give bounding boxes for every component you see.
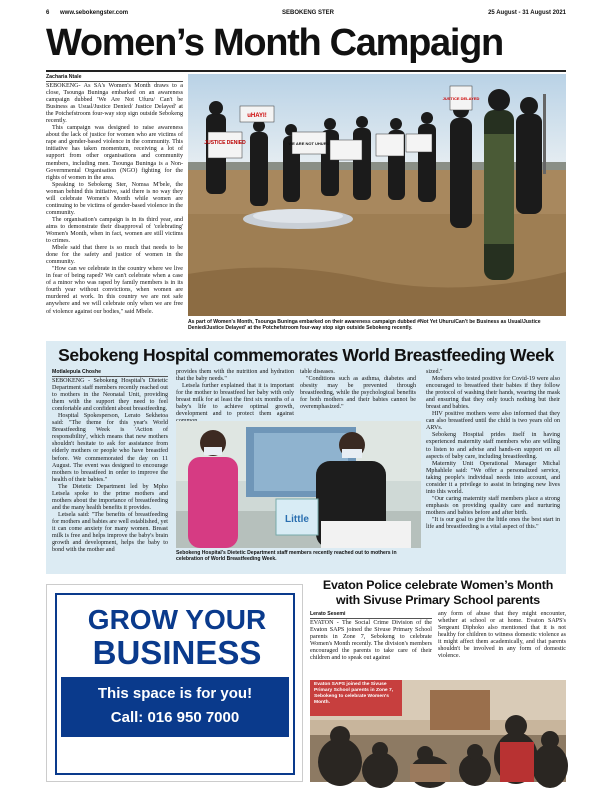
campaign-photo <box>188 74 566 316</box>
hospital-paragraph: "Conditions such as asthma, diabetes and obesity may be prevented through breastfeeding, while the psychological benefits for both mothers and their babies cannot be overemphasized." <box>300 376 416 411</box>
protest-sign-text: JUSTICE DENIED <box>204 140 246 146</box>
page-header <box>46 10 566 20</box>
campaign-paragraph: This campaign was designed to raise awareness about the lack of justice for women who are victims of rape and gender-based violence in the community. This initiative has taken momentum, receiving a lot of support from other organisations and community members, including men. Tsounga Buninga is a Non-Governmental Organisation (NGO) fighting for the rights of women in the area. <box>46 125 183 181</box>
ad-band <box>61 677 289 737</box>
evaton-paragraph: EVATON - The Social Crime Division of the Evaton SAPS joined the Sivuse Primary School parents in Zone 7, Sebokeng to celebrate Women's Month recently. The division's members encouraged the parents to take care of their children and to speak out against <box>310 620 432 662</box>
hospital-paragraph: Maternity Unit Operational Manager Michal Mphahlele said: "We offer a personalized service, taking people's individual needs into account, and consider it a privilege to assist in bringing new lives into this world. <box>426 460 560 495</box>
website-url[interactable]: www.sebokengster.com <box>60 10 129 16</box>
evaton-byline: Lerato Sesemi <box>310 611 432 619</box>
hospital-byline: Motlalepula Choshe <box>52 369 168 377</box>
campaign-headline: Women’s Month Campaign <box>46 22 503 64</box>
hospital-paragraph: Sebokeng Hospital prides itself in having experienced maternity staff members who are willing to listen to and advise and hands-on support on all aspects of baby care, including breastfeeding. <box>426 432 560 460</box>
evaton-column-1 <box>310 611 432 675</box>
protest-scene <box>188 74 566 316</box>
poster-text: Little <box>285 514 309 525</box>
hospital-paragraph: The Dietetic Department led by Mpho Letsela spoke to the prime mothers and mothers about the importance of breastfeeding and the many health benefits it provides. <box>52 483 168 511</box>
hospital-paragraph: Letsela further explained that it is important for the mother to breastfeed her baby with only breast milk for at least the first six months of a baby's life to achieve optimal growth, development and to protect them against <box>176 383 294 418</box>
evaton-paragraph: any form of abuse that they might encounter, whether at school or at home. Evaton SAPS's Sergeant Diphoko also mentioned that it is not healthy for children to witness domestic violence as it might affect them academically, and that parents shouldn't be involved in any form of domestic violence. <box>438 611 566 660</box>
hospital-paragraph: Letsela said: "The benefits of breastfeeding for mothers and babies are well established, yet it can come anxiety for many women. Breast milk is free and helps improve the baby's brain growth and development, helps the baby to bond with the mother and <box>52 511 168 554</box>
evaton-photo-caption: Evaton SAPS joined the Sivuse Primary School parents in Zone 7, Sebokeng to celebrate Women's Month. <box>314 682 394 705</box>
hospital-paragraph: HIV positive mothers were also informed that they can also breastfeed until the child is two years old on ARVs. <box>426 411 560 432</box>
hospital-paragraph: "It is our goal to give the little ones the best start in life and breastfeeding is a vital aspect of this." <box>426 516 560 531</box>
ad-panel <box>55 593 295 775</box>
ad-title-line1: GROW YOUR <box>87 604 267 635</box>
paper-name: SEBOKENG STER <box>282 10 335 16</box>
campaign-photo-caption: As part of Women's Month, Tsounga Buninga embarked on their awareness campaign dubbed #Not Yet Uhuru/Can't be Business as Usual/Justice Denied/Justice Delayed' at the Potchefstroom four-way stop sign outside Sebokeng recently. <box>188 319 541 332</box>
ad-phone[interactable]: Call: 016 950 7000 <box>110 709 240 726</box>
hospital-paragraph: table diseases. <box>300 369 335 375</box>
hospital-photo-caption: Sebokeng Hospital's Dietetic Department staff members recently reached out to mothers in celebration of World Breastfeeding Week. <box>176 550 397 563</box>
evaton-column-2 <box>438 611 566 675</box>
hospital-paragraph: provides them with the nutrition and hydration that the baby needs." <box>176 369 294 383</box>
headline-rule <box>46 70 566 72</box>
ad-subtitle: This space is for you! <box>97 685 253 702</box>
hospital-column-4 <box>426 369 560 571</box>
advertisement[interactable] <box>46 584 303 782</box>
campaign-paragraph: Speaking to Sebokeng Ster, Nomsa M'bele, the woman behind this initiative, said there is no way they will celebrate Women's Month while women are continuing to be victims of gender-based violence in the community. <box>46 181 183 216</box>
hospital-headline: Sebokeng Hospital commemorates World Breastfeeding Week <box>58 345 554 365</box>
campaign-paragraph: "How can we celebrate in the country where we live in fear of being raped? We can't celebrate when a case of a minor who was raped by family members is in its fourth year without convictions, when women are murdered at work. In this country we are not safe anywhere and we will celebrate only when we are free of violence against our bodies," said Mbele. <box>46 266 183 315</box>
protest-sign-text: WE ARE NOT UHURU <box>288 141 330 146</box>
hospital-column-2 <box>176 369 294 419</box>
campaign-paragraph: SEBOKENG- As SA's Women's Month draws to a close, Tsounga Buninga embarked on an awareness campaign dubbed 'We Are Not Ufuru/ Can't be Business as Usual/Justice Denied/ Justice Delayed' at the Potchefstroom four-way stop sign outside Sebokeng recently. <box>46 83 183 125</box>
page-number: 6 <box>46 10 50 16</box>
campaign-byline: Zacharia Ntale <box>46 74 183 82</box>
protest-sign-text: JUSTICE DELAYED <box>442 96 480 101</box>
hospital-paragraph: sized." <box>426 369 443 375</box>
campaign-article <box>46 74 183 338</box>
hospital-paragraph: Mothers who tested positive for Covid-19 were also encouraged to breastfeed their babies if they follow the protocol of washing their hands, wearing the mask and ensuring that they only touch nothing but their breast and babies. <box>426 376 560 411</box>
protest-sign-text: uHAYI! <box>247 113 267 119</box>
campaign-paragraph: Mbele said that there is so much that needs to be done for the safety and justice of women in the community. <box>46 245 183 266</box>
hospital-photo <box>176 421 421 548</box>
ad-title-line2: BUSINESS <box>92 634 262 671</box>
hospital-column-1 <box>52 369 168 571</box>
hospital-paragraph: Hospital Spokesperson, Lerato Sekhetoa said: "The theme for this year's World Breastfeeding Week is 'Action of responsibility', which means that new mothers shouldn't hesitate to ask for assistance from elderly mothers or people who have breastfed before. We commemorated the day on 11 August. The event was designed to encourage mothers to breastfeed in order to improve the health of their babies." <box>52 413 168 483</box>
hospital-scene <box>176 421 421 548</box>
campaign-paragraph: The organisation's campaign is in its third year, and aims to demonstrate their disapproval of 'celebrating' Women's Month, when in fact, women are still victims to crimes. <box>46 216 183 245</box>
evaton-headline: Evaton Police celebrate Women’s Month with Sivuse Primary School parents <box>322 578 554 607</box>
issue-date: 25 August - 31 August 2021 <box>488 10 566 16</box>
hospital-column-3 <box>300 369 416 419</box>
hospital-paragraph: "Our caring maternity staff members place a strong emphasis on providing quality care and nurturing mothers and babies before and after birth. <box>426 495 560 516</box>
hospital-paragraph: SEBOKENG - Sebokeng Hospital's Dietetic Department staff members recently reached out to mothers in the Neonatal Unit, providing them with the support they need to feel comfortable and confident about breastfeeding. <box>52 378 168 413</box>
